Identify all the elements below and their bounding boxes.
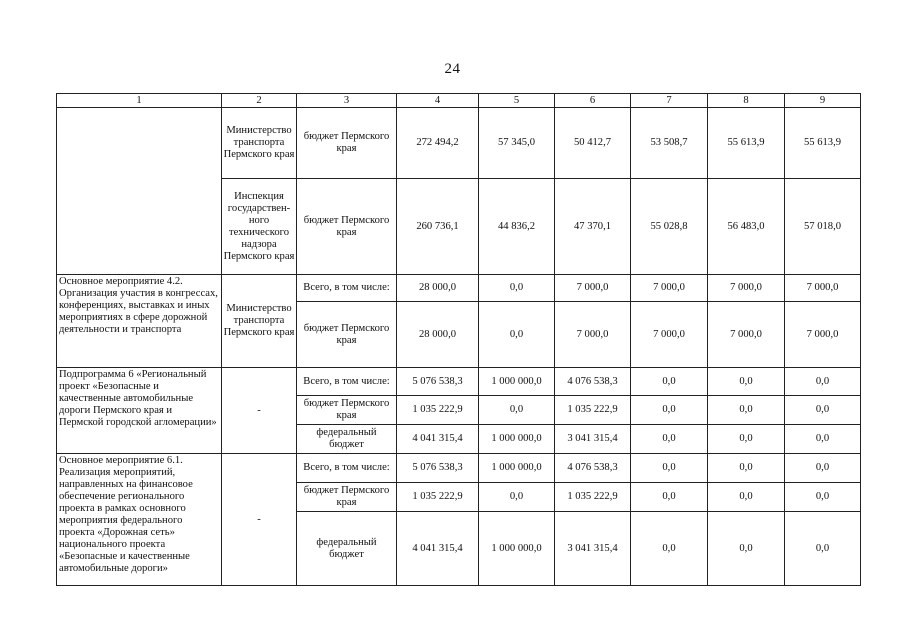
header-row [57, 94, 861, 108]
executor-cell: - [222, 368, 297, 454]
value-cell: 7 000,0 [785, 302, 861, 368]
table-row [57, 368, 861, 396]
source-cell: федеральный бюджет [297, 512, 397, 586]
value-cell: 55 613,9 [785, 108, 861, 179]
value-cell: 50 412,7 [555, 108, 631, 179]
value-cell: 0,0 [708, 396, 785, 425]
value-cell: 1 035 222,9 [397, 483, 479, 512]
value-cell: 1 000 000,0 [479, 454, 555, 483]
value-cell: 3 041 315,4 [555, 425, 631, 454]
value-cell: 0,0 [785, 454, 861, 483]
value-cell: 1 035 222,9 [555, 483, 631, 512]
description-cell [57, 108, 222, 275]
value-cell: 4 076 538,3 [555, 454, 631, 483]
header-cell: 7 [631, 94, 708, 108]
value-cell: 44 836,2 [479, 179, 555, 275]
value-cell: 4 076 538,3 [555, 368, 631, 396]
executor-cell: Министерство транспорта Пермского края [222, 108, 297, 179]
value-cell: 260 736,1 [397, 179, 479, 275]
value-cell: 0,0 [479, 396, 555, 425]
value-cell: 0,0 [785, 396, 861, 425]
source-cell: Всего, в том числе: [297, 454, 397, 483]
header-cell: 4 [397, 94, 479, 108]
value-cell: 0,0 [785, 483, 861, 512]
executor-cell: Министерство транспорта Пермского края [222, 275, 297, 368]
value-cell: 5 076 538,3 [397, 454, 479, 483]
value-cell: 1 035 222,9 [555, 396, 631, 425]
value-cell: 272 494,2 [397, 108, 479, 179]
value-cell: 4 041 315,4 [397, 512, 479, 586]
table-row [57, 275, 861, 302]
description-cell: Основное мероприятие 4.2. Организация участия в конгрессах, конференциях, выставках и иных мероприятиях в сфере дорожной деятельности и транспорта [57, 275, 222, 368]
value-cell: 28 000,0 [397, 302, 479, 368]
value-cell: 0,0 [479, 275, 555, 302]
source-cell: Всего, в том числе: [297, 368, 397, 396]
source-cell: федеральный бюджет [297, 425, 397, 454]
value-cell: 0,0 [785, 368, 861, 396]
value-cell: 1 000 000,0 [479, 425, 555, 454]
budget-table [56, 93, 861, 586]
description-cell: Основное мероприятие 6.1. Реализация мероприятий, направленных на финансовое обеспечение регионального проекта в рамках основного мероприятия федерального проекта «Дорожная сеть» национального проекта «Безопасные и качественные автомобильные дороги» [57, 454, 222, 586]
value-cell: 28 000,0 [397, 275, 479, 302]
source-cell: бюджет Пермского края [297, 179, 397, 275]
value-cell: 0,0 [631, 368, 708, 396]
value-cell: 0,0 [708, 425, 785, 454]
value-cell: 1 000 000,0 [479, 368, 555, 396]
value-cell: 7 000,0 [708, 275, 785, 302]
value-cell: 0,0 [708, 512, 785, 586]
value-cell: 55 028,8 [631, 179, 708, 275]
source-cell: бюджет Пермского края [297, 302, 397, 368]
value-cell: 7 000,0 [555, 275, 631, 302]
source-cell: бюджет Пермского края [297, 483, 397, 512]
value-cell: 0,0 [479, 483, 555, 512]
value-cell: 0,0 [708, 368, 785, 396]
header-cell: 5 [479, 94, 555, 108]
value-cell: 0,0 [785, 512, 861, 586]
value-cell: 0,0 [631, 512, 708, 586]
value-cell: 7 000,0 [785, 275, 861, 302]
value-cell: 0,0 [708, 454, 785, 483]
value-cell: 0,0 [631, 425, 708, 454]
header-cell: 6 [555, 94, 631, 108]
header-cell: 9 [785, 94, 861, 108]
value-cell: 56 483,0 [708, 179, 785, 275]
value-cell: 1 035 222,9 [397, 396, 479, 425]
description-cell: Подпрограмма 6 «Региональный проект «Безопасные и качественные автомобильные дороги Пермского края и Пермской городской агломерации» [57, 368, 222, 454]
header-cell: 3 [297, 94, 397, 108]
value-cell: 4 041 315,4 [397, 425, 479, 454]
source-cell: бюджет Пермского края [297, 108, 397, 179]
source-cell: бюджет Пермского края [297, 396, 397, 425]
header-cell: 2 [222, 94, 297, 108]
header-cell: 1 [57, 94, 222, 108]
value-cell: 3 041 315,4 [555, 512, 631, 586]
value-cell: 57 018,0 [785, 179, 861, 275]
value-cell: 0,0 [631, 396, 708, 425]
value-cell: 7 000,0 [708, 302, 785, 368]
value-cell: 0,0 [631, 454, 708, 483]
executor-cell: - [222, 454, 297, 586]
value-cell: 0,0 [631, 483, 708, 512]
value-cell: 7 000,0 [631, 302, 708, 368]
table-row [57, 108, 861, 179]
value-cell: 0,0 [479, 302, 555, 368]
value-cell: 5 076 538,3 [397, 368, 479, 396]
value-cell: 0,0 [708, 483, 785, 512]
table-row [57, 454, 861, 483]
executor-cell: Инспекция государствен-ного технического надзора Пермского края [222, 179, 297, 275]
header-cell: 8 [708, 94, 785, 108]
value-cell: 0,0 [785, 425, 861, 454]
value-cell: 47 370,1 [555, 179, 631, 275]
source-cell: Всего, в том числе: [297, 275, 397, 302]
value-cell: 55 613,9 [708, 108, 785, 179]
page-number: 24 [444, 61, 461, 77]
value-cell: 53 508,7 [631, 108, 708, 179]
value-cell: 1 000 000,0 [479, 512, 555, 586]
value-cell: 7 000,0 [631, 275, 708, 302]
value-cell: 7 000,0 [555, 302, 631, 368]
value-cell: 57 345,0 [479, 108, 555, 179]
